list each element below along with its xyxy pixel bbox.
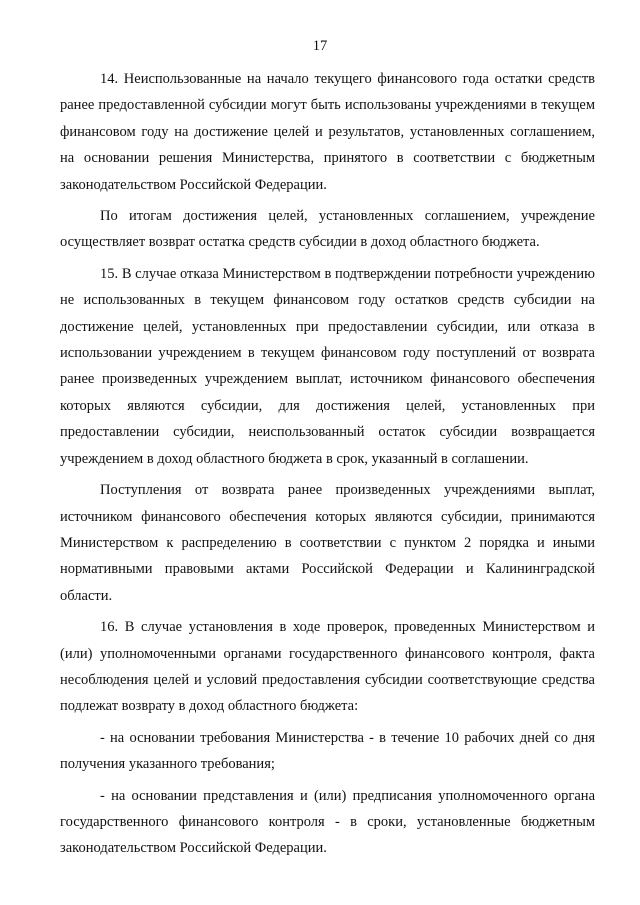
- paragraph-item-16-bullet-1: - на основании требования Министерства - в течение 10 рабочих дней со дня получения указанного требования;: [60, 729, 595, 773]
- paragraph-item-14: 14. Неиспользованные на начало текущего финансового года остатки средств ранее предоставленной субсидии могут быть использованы учреждениями в текущем финансовом году на достижение целей и результатов, установленных соглашением, на основании решения Министерства, принятого в соответствии с бюджетным законодательством Российской Федерации.: [60, 71, 595, 193]
- paragraph-item-15-continuation: Поступления от возврата ранее произведенных учреждениями выплат, источником финансового обеспечения которых являются субсидии, принимаются Министерством к распределению в соответствии с пунктом 2 порядка и иными нормативными правовыми актами Российской Федерации и Калининградской области.: [60, 482, 595, 604]
- page-number: 17: [312, 38, 328, 54]
- paragraph-item-16-bullet-2: - на основании представления и (или) предписания уполномоченного органа государственного финансового контроля - в сроки, установленные бюджетным законодательством Российской Федерации.: [60, 787, 595, 857]
- paragraph-item-14-continuation: По итогам достижения целей, установленных соглашением, учреждение осуществляет возврат остатка средств субсидии в доход областного бюджета.: [60, 208, 595, 251]
- paragraph-item-15: 15. В случае отказа Министерством в подтверждении потребности учреждению не использованных в текущем финансовом году остатков средств субсидии на достижение целей, установленных при предоставлении субсидии, или отказа в использовании учреждением в текущем финансовом году поступлений от возврата ранее произведенных учреждением выплат, источником финансового обеспечения которых являются субсидии, для достижения целей, установленных при предоставлении субсидии, неиспользованный остаток субсидии возвращается учреждением в доход областного бюджета в срок, указанный в соглашении.: [60, 265, 595, 467]
- document-body: [60, 66, 595, 867]
- paragraph-item-16: 16. В случае установления в ходе проверок, проведенных Министерством и (или) уполномоченными органами государственного финансового контроля, факта несоблюдения целей и условий предоставления субсидии соответствующие средства подлежат возврату в доход областного бюджета:: [60, 619, 595, 715]
